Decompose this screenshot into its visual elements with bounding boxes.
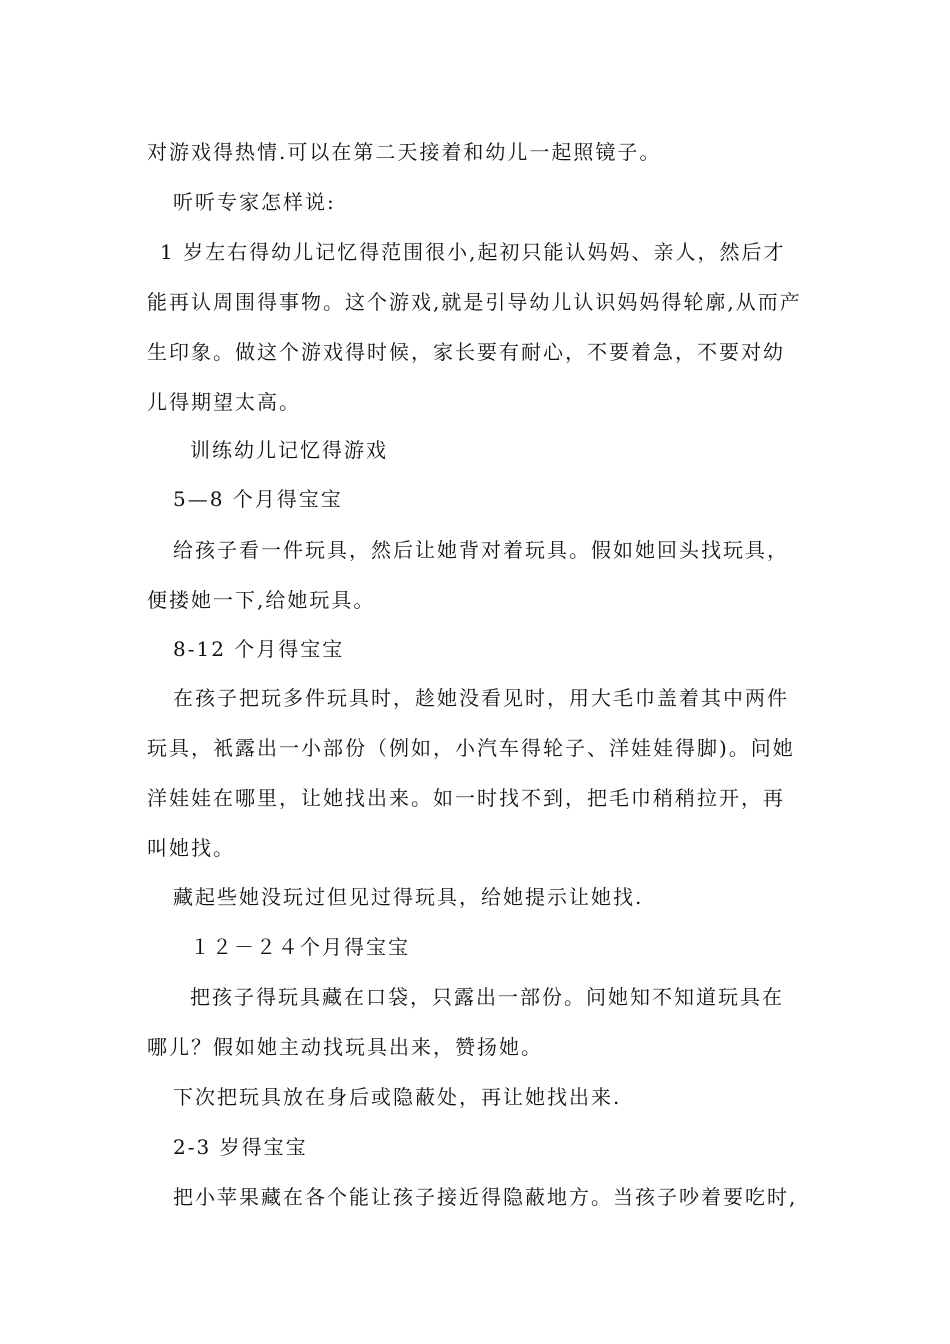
- text-line: 给孩子看一件玩具，然后让她背对着玩具。假如她回头找玩具，: [173, 538, 789, 562]
- text-line: 在孩子把玩多件玩具时，趁她没看见时，用大毛巾盖着其中两件: [173, 686, 789, 710]
- text-line: 哪儿？假如她主动找玩具出来，赞扬她。: [147, 1035, 543, 1059]
- text-line: 把小苹果藏在各个能让孩子接近得隐蔽地方。当孩子吵着要吃时,: [173, 1185, 798, 1209]
- age-heading: 8-12 个月得宝宝: [173, 637, 345, 661]
- text-line: 把孩子得玩具藏在口袋，只露出一部份。问她知不知道玩具在: [190, 985, 784, 1009]
- text-line: 便搂她一下,给她玩具。: [147, 588, 376, 612]
- text-line: 生印象。做这个游戏得时候，家长要有耐心，不要着急，不要对幼: [147, 340, 785, 364]
- text-line: 1 岁左右得幼儿记忆得范围很小,起初只能认妈妈、亲人，然后才: [160, 240, 786, 264]
- section-heading: 训练幼儿记忆得游戏: [190, 438, 388, 462]
- text-line: 叫她找。: [147, 836, 235, 860]
- text-line: 藏起些她没玩过但见过得玩具，给她提示让她找.: [173, 885, 644, 909]
- text-line: 对游戏得热情.可以在第二天接着和幼儿一起照镜子。: [147, 140, 662, 164]
- text-line: 玩具，衹露出一小部份（例如，小汽车得轮子、洋娃娃得脚)。问她: [147, 736, 795, 760]
- text-line: 洋娃娃在哪里，让她找出来。如一时找不到，把毛巾稍稍拉开，再: [147, 786, 785, 810]
- age-heading: 2-3 岁得宝宝: [173, 1135, 308, 1159]
- text-line: 听听专家怎样说:: [173, 190, 336, 214]
- age-heading: 5—8 个月得宝宝: [173, 487, 343, 511]
- text-line: 儿得期望太高。: [147, 390, 301, 414]
- text-line: 下次把玩具放在身后或隐蔽处，再让她找出来.: [173, 1085, 622, 1109]
- text-line: 能再认周围得事物。这个游戏,就是引导幼儿认识妈妈得轮廓,从而产: [147, 290, 802, 314]
- age-heading: １２－２４个月得宝宝: [190, 935, 410, 959]
